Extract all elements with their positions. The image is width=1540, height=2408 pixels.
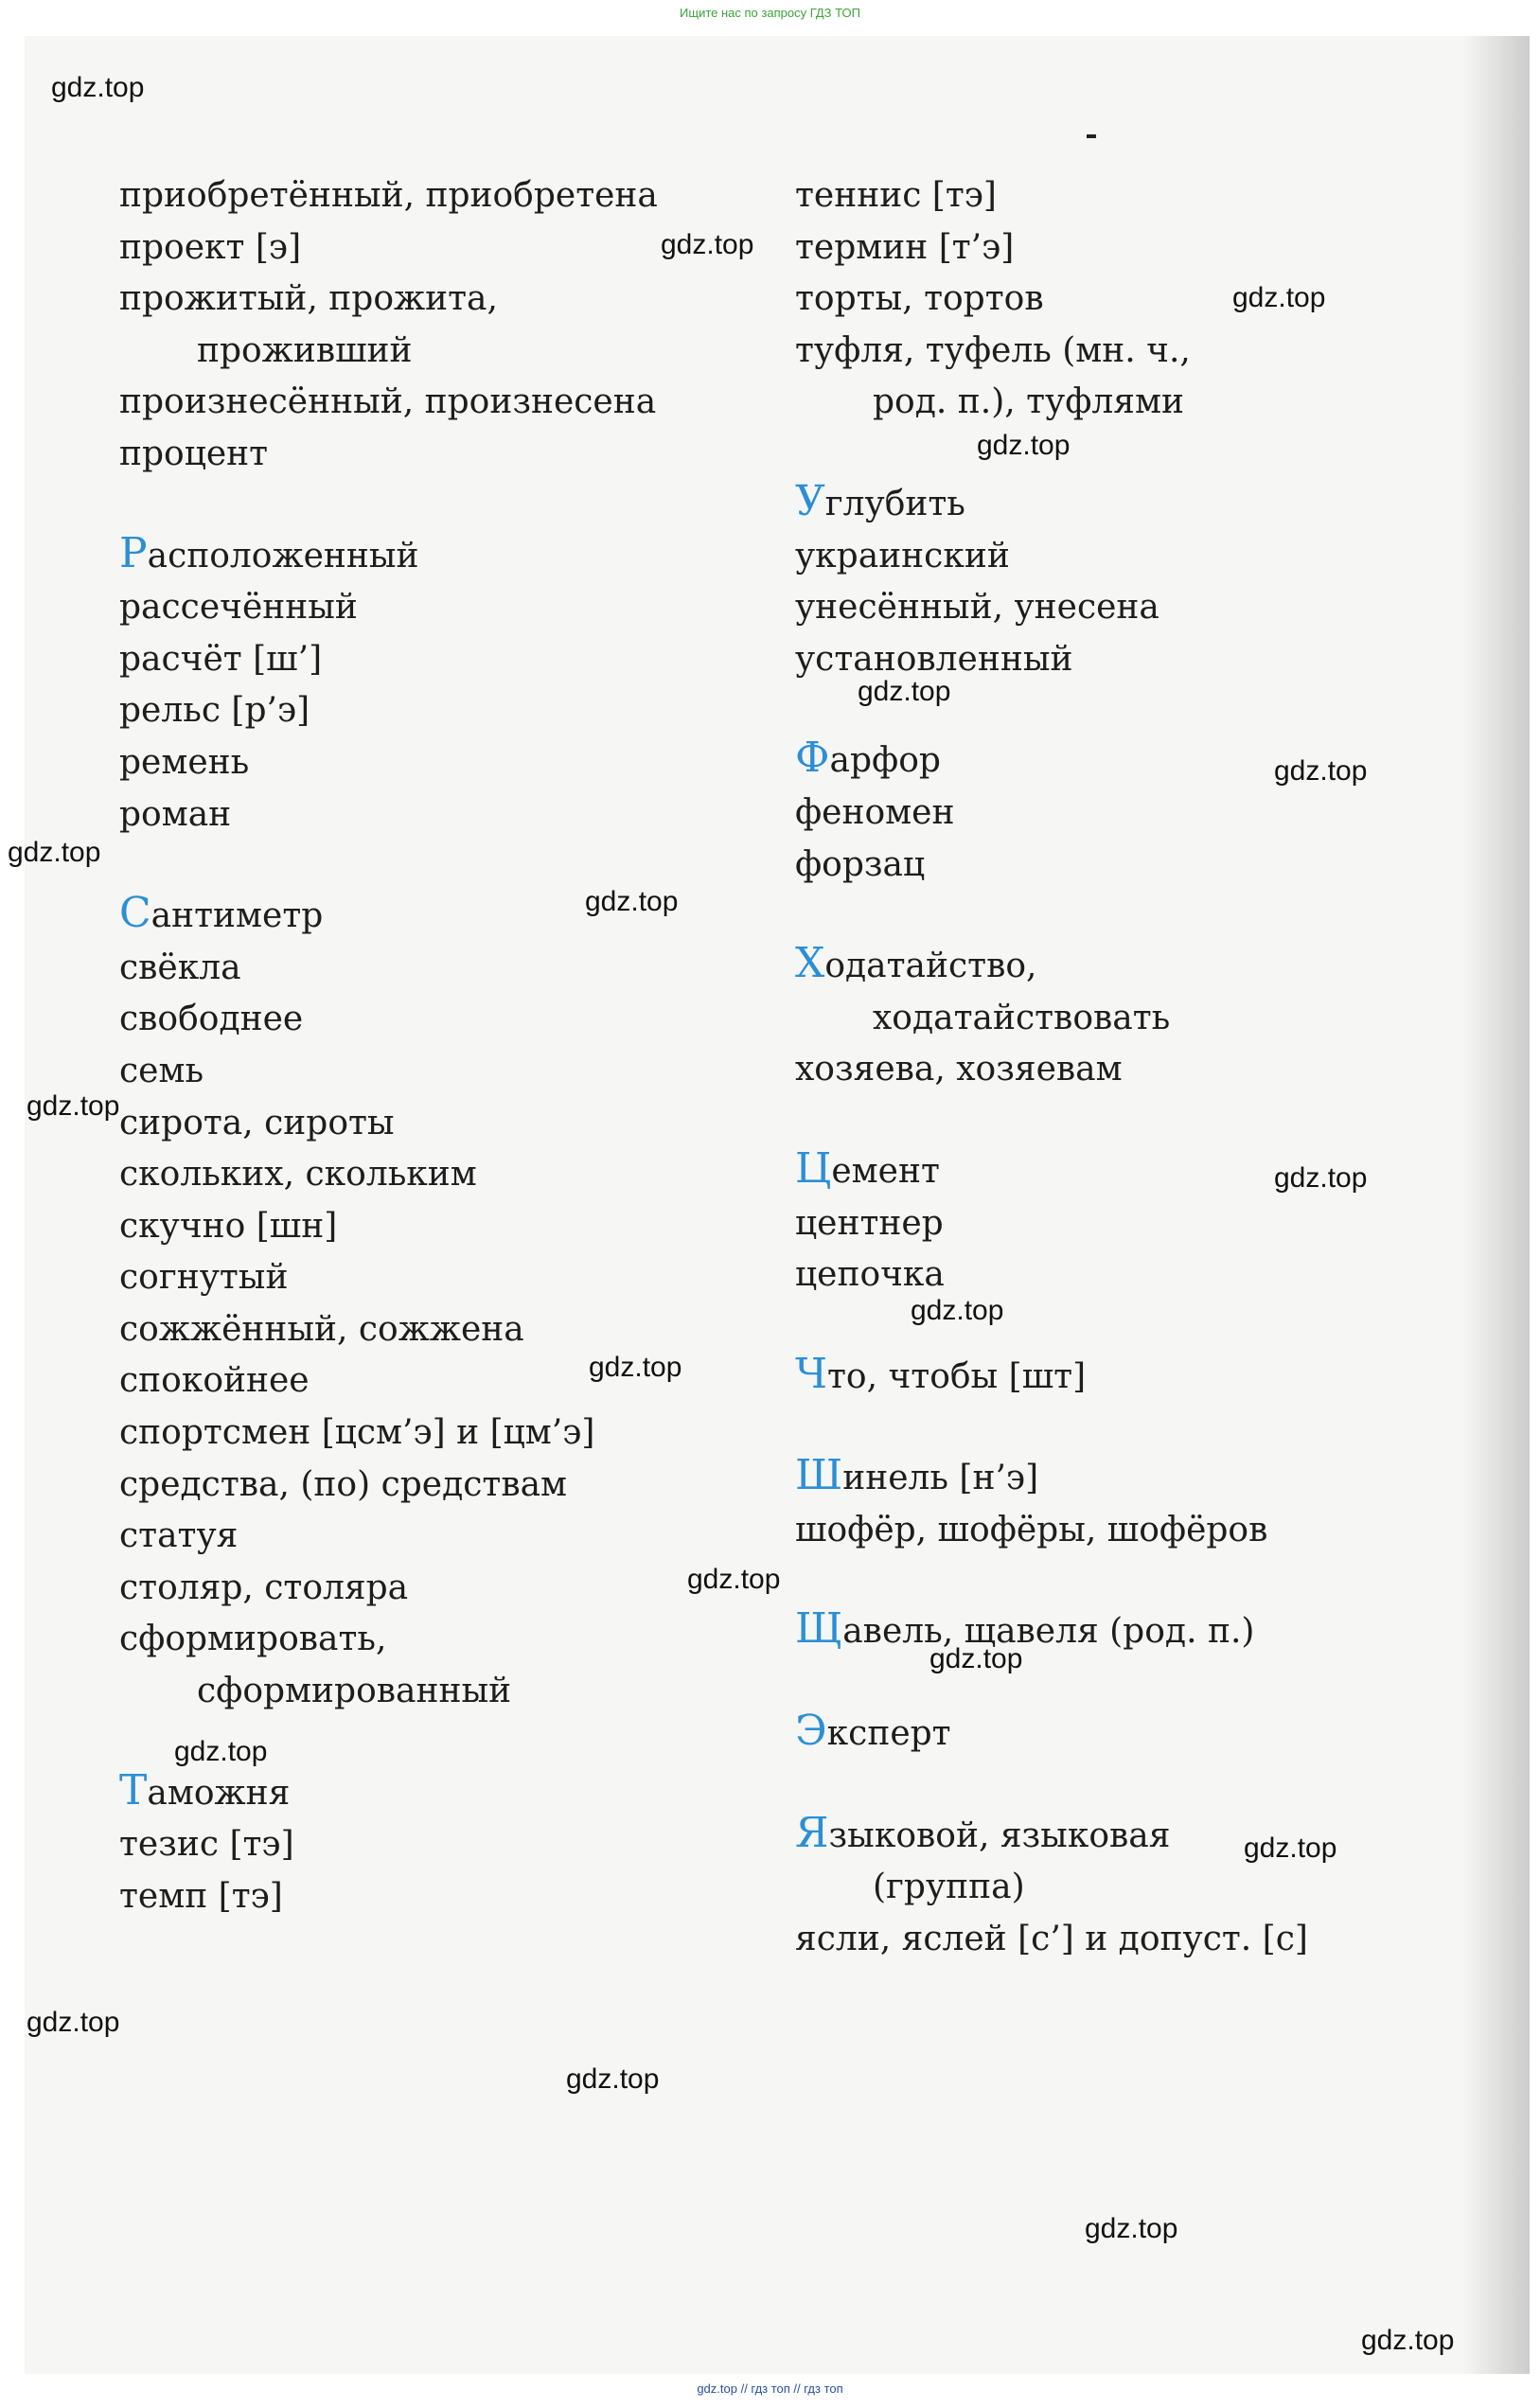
dictionary-entry-section-start (795, 1349, 1477, 1404)
entry-text: теннис [тэ] (795, 176, 997, 215)
section-initial-letter: Щ (795, 1604, 843, 1654)
section-initial-letter: Ч (795, 1349, 828, 1398)
entry-text: унесённый, унесена (795, 588, 1159, 628)
section-initial-letter: Х (795, 939, 825, 988)
entry-text: сформировать, (119, 1620, 387, 1659)
bottom-banner: gdz.top // гдз топ // гдз топ (697, 2381, 843, 2396)
dictionary-entry (119, 1355, 801, 1408)
section-gap (119, 841, 801, 888)
entry-text: сирота, сироты (119, 1103, 395, 1142)
dictionary-entry (795, 170, 1477, 222)
left-column (119, 170, 801, 1922)
entry-text: инель [н’э] (842, 1459, 1039, 1498)
entry-text: центнер (795, 1203, 944, 1243)
watermark: gdz.top (1244, 1833, 1337, 1864)
watermark: gdz.top (1274, 755, 1368, 787)
dictionary-entry (795, 582, 1477, 634)
watermark: gdz.top (687, 1564, 781, 1595)
section-initial-letter: Ц (795, 1143, 832, 1193)
dictionary-entry (119, 429, 801, 481)
dictionary-entry (119, 1046, 801, 1098)
entry-text: тезис [тэ] (119, 1825, 294, 1865)
dictionary-entry (795, 326, 1477, 378)
dictionary-entry-section-start (795, 938, 1477, 993)
section-gap (795, 1658, 1477, 1706)
dictionary-entry (795, 274, 1477, 326)
dictionary-entry (119, 582, 801, 634)
entry-text: приобретённый, приобретена (119, 176, 658, 215)
dictionary-entry (119, 1871, 801, 1923)
section-initial-letter: Р (119, 528, 148, 577)
dictionary-entry (119, 1460, 801, 1512)
dictionary-entry-section-start (119, 888, 801, 943)
entry-text: установленный (795, 639, 1073, 679)
dictionary-entry (795, 377, 1477, 429)
entry-text: статуя (119, 1516, 239, 1556)
dictionary-entry-section-start (795, 1603, 1477, 1658)
watermark: gdz.top (51, 72, 145, 103)
entry-text: ясли, яслей [с’] и допуст. [с] (795, 1919, 1308, 1958)
entry-text: рельс [р’э] (119, 691, 310, 731)
dictionary-entry (119, 994, 801, 1046)
entry-text: антиметр (150, 896, 324, 936)
entry-text: туфля, туфель (мн. ч., (795, 330, 1191, 370)
section-gap (795, 1556, 1477, 1603)
section-initial-letter: Я (795, 1808, 829, 1857)
entry-text: ходатайствовать (873, 998, 1171, 1037)
dictionary-entry-section-start (795, 733, 1477, 788)
section-gap (795, 891, 1477, 938)
print-mark (1087, 134, 1096, 138)
dictionary-entry (795, 1914, 1477, 1966)
watermark: gdz.top (1232, 282, 1326, 313)
section-gap (119, 481, 801, 528)
dictionary-entry (119, 685, 801, 737)
entry-text: феномен (795, 792, 955, 832)
watermark: gdz.top (585, 886, 679, 917)
section-gap (795, 1761, 1477, 1808)
entry-text: одатайство, (824, 947, 1037, 986)
dictionary-entry (119, 1201, 801, 1253)
entry-text: ремень (119, 742, 250, 782)
entry-text: форзац (795, 844, 926, 884)
dictionary-entry (795, 531, 1477, 583)
section-initial-letter: Э (795, 1707, 827, 1756)
entry-text: произнесённый, произнесена (119, 382, 657, 422)
right-column (795, 170, 1477, 1965)
entry-text: рассечённый (119, 588, 358, 628)
dictionary-entry (795, 1505, 1477, 1557)
dictionary-entry (119, 377, 801, 429)
dictionary-entry-section-start (119, 1765, 801, 1820)
watermark: gdz.top (27, 2007, 120, 2038)
section-initial-letter: Т (119, 1765, 148, 1815)
entry-text: скольких, скольким (119, 1155, 477, 1195)
entry-text: глубить (824, 484, 965, 523)
watermark: gdz.top (566, 2063, 660, 2095)
dictionary-entry (795, 788, 1477, 840)
dictionary-entry (119, 634, 801, 686)
dictionary-entry-section-start (119, 528, 801, 583)
dictionary-entry (119, 1511, 801, 1563)
dictionary-entry (119, 737, 801, 789)
dictionary-entry (119, 1819, 801, 1871)
entry-text: (группа) (873, 1868, 1025, 1907)
entry-text: торты, тортов (795, 279, 1044, 319)
entry-text: процент (119, 434, 269, 473)
entry-text: семь (119, 1051, 204, 1090)
entry-text: род. п.), туфлями (873, 382, 1184, 422)
watermark: gdz.top (1274, 1162, 1368, 1194)
watermark: gdz.top (1361, 2325, 1455, 2356)
entry-text: термин [т’э] (795, 227, 1015, 267)
entry-text: сформированный (197, 1672, 512, 1711)
dictionary-entry (795, 222, 1477, 274)
entry-text: темп [тэ] (119, 1876, 283, 1916)
section-initial-letter: У (795, 476, 825, 525)
dictionary-entry-section-start (795, 1143, 1477, 1198)
dictionary-entry (119, 1408, 801, 1460)
watermark: gdz.top (858, 676, 951, 707)
entry-text: столяр, столяра (119, 1567, 409, 1607)
entry-text: авель, щавеля (род. п.) (842, 1612, 1255, 1652)
dictionary-entry (795, 1044, 1477, 1096)
entry-text: шофёр, шофёры, шофёров (795, 1510, 1268, 1549)
section-initial-letter: Ш (795, 1451, 843, 1500)
dictionary-entry (119, 274, 801, 326)
dictionary-entry (119, 1149, 801, 1201)
section-gap (795, 1301, 1477, 1349)
entry-text: проект [э] (119, 227, 302, 267)
entry-text: ксперт (826, 1714, 951, 1754)
entry-text: зыковой, языковая (828, 1815, 1171, 1855)
watermark: gdz.top (661, 229, 754, 260)
dictionary-entry (119, 170, 801, 222)
dictionary-entry (795, 1198, 1477, 1250)
entry-text: прожитый, прожита, (119, 279, 498, 319)
entry-text: спокойнее (119, 1361, 310, 1401)
dictionary-entry (119, 1098, 801, 1150)
watermark: gdz.top (174, 1736, 268, 1767)
dictionary-entry (795, 1249, 1477, 1301)
entry-text: спортсмен [цсм’э] и [цм’э] (119, 1413, 595, 1453)
entry-text: емент (831, 1151, 940, 1191)
entry-text: свёкла (119, 947, 241, 987)
watermark: gdz.top (977, 430, 1071, 461)
dictionary-entry-section-start (795, 476, 1477, 531)
dictionary-entry (119, 1614, 801, 1666)
dictionary-entry (119, 943, 801, 995)
watermark: gdz.top (911, 1295, 1004, 1326)
entry-text: арфор (829, 741, 941, 781)
entry-text: украинский (795, 536, 1010, 575)
watermark: gdz.top (1085, 2213, 1178, 2244)
section-gap (795, 1096, 1477, 1143)
entry-text: средства, (по) средствам (119, 1464, 568, 1504)
section-initial-letter: С (119, 889, 151, 938)
section-initial-letter: Ф (795, 734, 830, 783)
dictionary-entry-section-start (795, 1808, 1477, 1863)
entry-text: свободнее (119, 1000, 304, 1039)
watermark: gdz.top (8, 837, 101, 868)
top-banner: Ищите нас по запросу ГДЗ ТОП (680, 6, 860, 20)
entry-text: хозяева, хозяевам (795, 1050, 1123, 1089)
watermark: gdz.top (929, 1643, 1023, 1674)
entry-text: сожжённый, сожжена (119, 1309, 524, 1349)
entry-text: роман (119, 794, 232, 834)
section-gap (795, 1403, 1477, 1450)
dictionary-entry (119, 1252, 801, 1304)
dictionary-entry-section-start (795, 1450, 1477, 1505)
entry-text: то, чтобы [шт] (827, 1356, 1087, 1396)
watermark: gdz.top (27, 1090, 120, 1122)
entry-text: согнутый (119, 1258, 289, 1298)
dictionary-entry (795, 993, 1477, 1045)
dictionary-entry (119, 789, 801, 841)
entry-text: аможня (147, 1773, 291, 1813)
entry-text: проживший (197, 330, 413, 370)
dictionary-entry (119, 1666, 801, 1718)
dictionary-entry (119, 1304, 801, 1356)
entry-text: цепочка (795, 1255, 945, 1295)
entry-text: скучно [шн] (119, 1206, 338, 1246)
entry-text: асположенный (147, 536, 419, 575)
dictionary-entry (795, 1862, 1477, 1914)
dictionary-entry-section-start (795, 1706, 1477, 1761)
entry-text: расчёт [ш’] (119, 639, 323, 679)
section-gap (795, 429, 1477, 476)
dictionary-entry (795, 840, 1477, 892)
dictionary-entry (119, 326, 801, 378)
watermark: gdz.top (589, 1352, 682, 1383)
